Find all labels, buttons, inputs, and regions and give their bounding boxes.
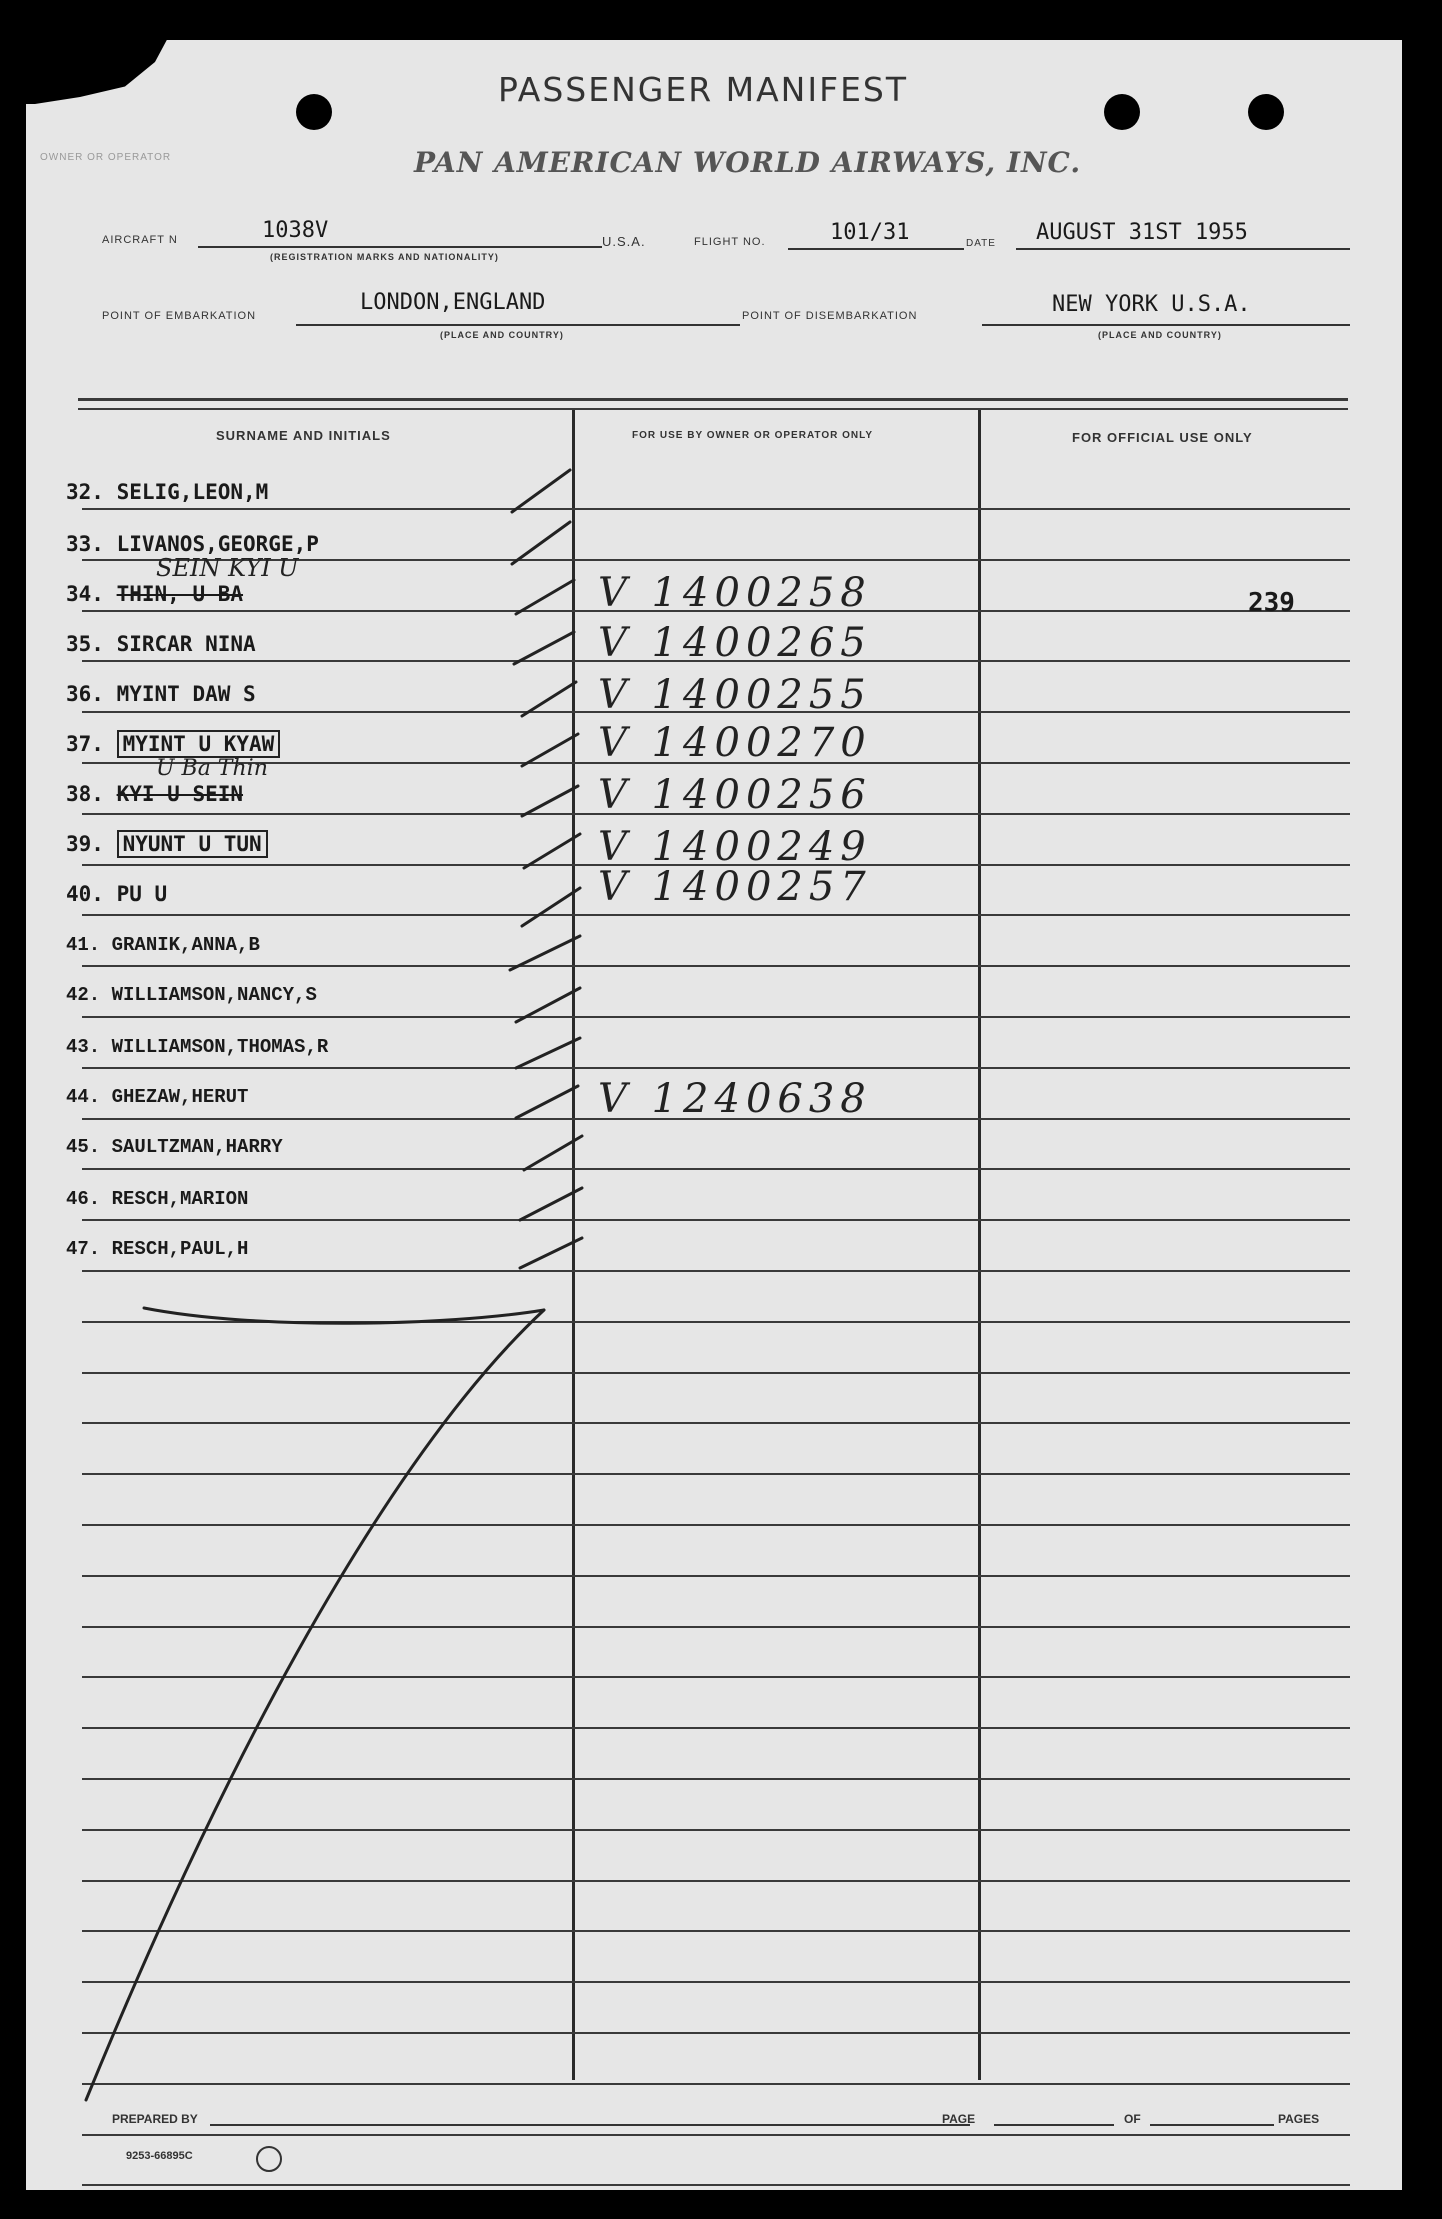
passenger-row: 41. GRANIK,ANNA,B (66, 934, 260, 956)
embarkation-value: LONDON,ENGLAND (360, 290, 546, 315)
pages-label: PAGES (1278, 2112, 1320, 2126)
flight-value: 101/31 (830, 220, 910, 245)
disembarkation-value: NEW YORK U.S.A. (1052, 292, 1251, 317)
passenger-row: 47. RESCH,PAUL,H (66, 1238, 249, 1260)
passenger-row: 35. SIRCAR NINA (66, 632, 256, 656)
column-header-operator: FOR USE BY OWNER OR OPERATOR ONLY (632, 430, 873, 441)
visa-code: V 1400265 (598, 620, 872, 666)
visa-code: V 1400256 (598, 772, 872, 818)
prepared-by-label: PREPARED BY (112, 2112, 198, 2126)
column-header-names: SURNAME AND INITIALS (216, 428, 391, 443)
page-label: PAGE (942, 2112, 976, 2126)
passenger-row: 40. PU U (66, 882, 168, 906)
manifest-sheet (26, 40, 1402, 2190)
aircraft-sublabel: (REGISTRATION MARKS AND NATIONALITY) (270, 252, 499, 262)
passenger-row: 34. THIN, U BA (66, 582, 244, 606)
passenger-row: 38. KYI U SEIN (66, 782, 244, 806)
of-label: OF (1124, 2112, 1141, 2126)
union-bug-icon (256, 2146, 282, 2172)
official-count: 239 (1248, 588, 1295, 618)
date-label: DATE (966, 238, 996, 249)
passenger-row: 43. WILLIAMSON,THOMAS,R (66, 1036, 329, 1058)
passenger-row: 42. WILLIAMSON,NANCY,S (66, 984, 317, 1006)
flight-label: FLIGHT NO. (694, 236, 766, 248)
passenger-row: 44. GHEZAW,HERUT (66, 1086, 249, 1108)
passenger-row: 32. SELIG,LEON,M (66, 480, 269, 504)
handwritten-insert-row38: U Ba Thin (156, 756, 268, 781)
page-title: PASSENGER MANIFEST (498, 70, 909, 109)
passenger-row: 37. MYINT U KYAW (66, 732, 280, 756)
passenger-row: 45. SAULTZMAN,HARRY (66, 1136, 283, 1158)
form-number: 9253-66895C (126, 2150, 193, 2162)
visa-code: V 1400249 (598, 824, 872, 870)
embarkation-label: POINT OF EMBARKATION (102, 310, 257, 322)
handwritten-insert-row34: SEIN KYI U (156, 554, 299, 582)
company-name: PAN AMERICAN WORLD AIRWAYS, INC. (414, 146, 1082, 179)
visa-code: V 1400257 (598, 864, 872, 910)
country-label: U.S.A. (602, 234, 646, 249)
date-value: AUGUST 31ST 1955 (1036, 220, 1248, 245)
visa-code: V 1400258 (598, 570, 872, 616)
visa-code: V 1400255 (598, 672, 872, 718)
passenger-row: 39. NYUNT U TUN (66, 832, 268, 856)
owner-operator-note: OWNER OR OPERATOR (40, 152, 172, 163)
aircraft-label: AIRCRAFT N (102, 234, 178, 246)
pen-strokes (26, 40, 1402, 2190)
passenger-row: 46. RESCH,MARION (66, 1188, 249, 1210)
visa-code: V 1240638 (598, 1076, 872, 1122)
passenger-row: 33. LIVANOS,GEORGE,P (66, 532, 319, 556)
disembarkation-sublabel: (PLACE AND COUNTRY) (1098, 330, 1222, 340)
aircraft-value: 1038V (262, 218, 329, 243)
embarkation-sublabel: (PLACE AND COUNTRY) (440, 330, 564, 340)
visa-code: V 1400270 (598, 720, 872, 766)
disembarkation-label: POINT OF DISEMBARKATION (742, 310, 918, 322)
passenger-row: 36. MYINT DAW S (66, 682, 256, 706)
column-header-official: FOR OFFICIAL USE ONLY (1072, 430, 1253, 445)
